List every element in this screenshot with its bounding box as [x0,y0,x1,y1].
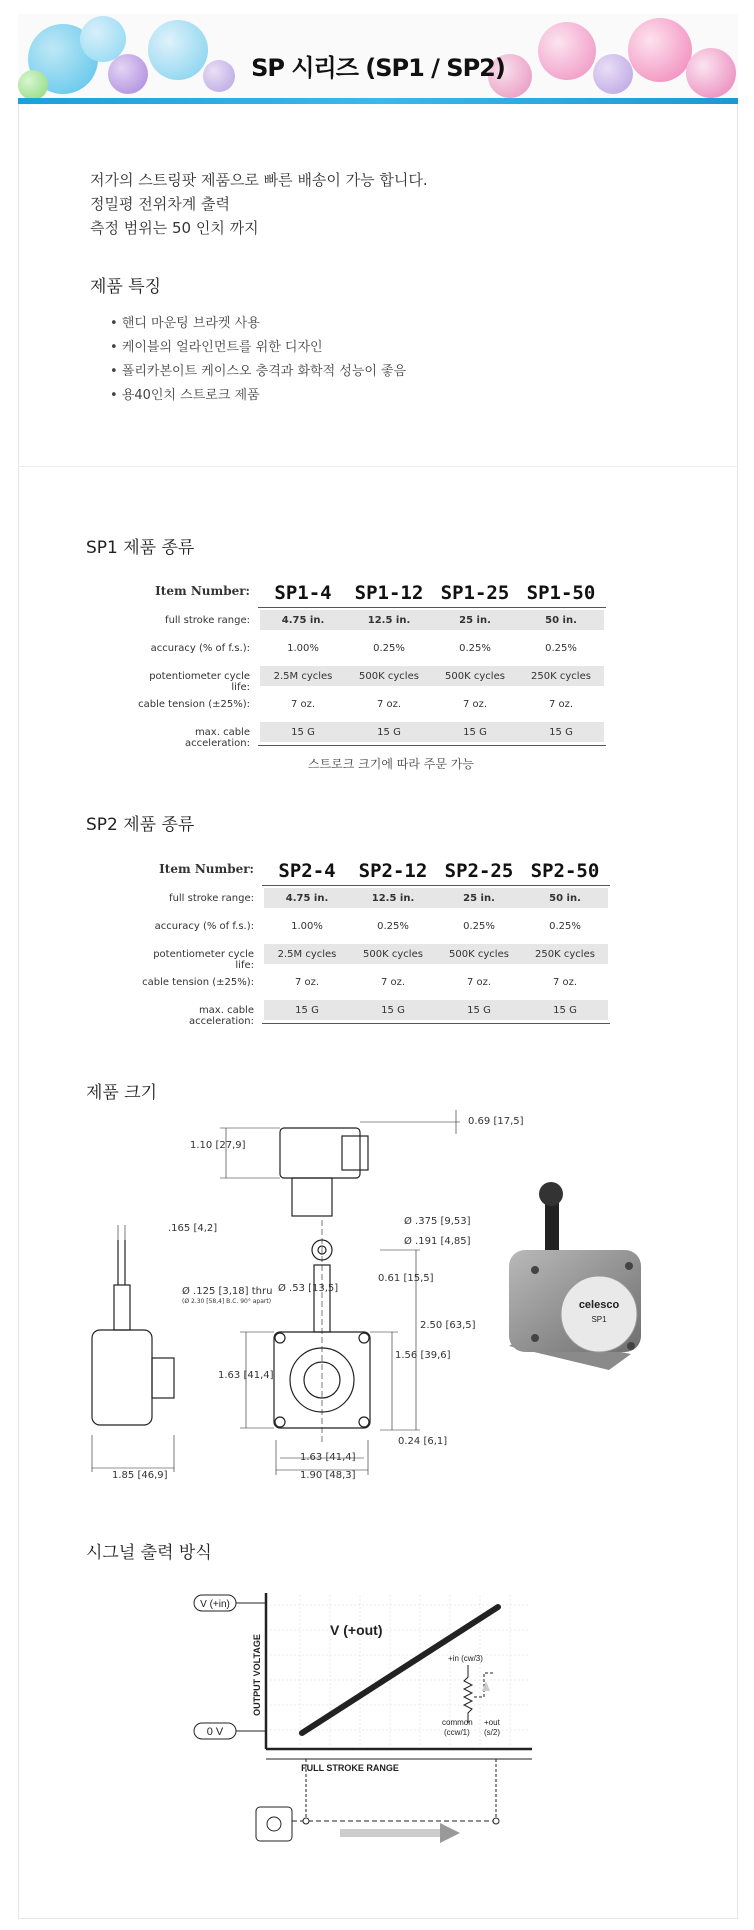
table-cell: 4.75 in. [281,615,325,626]
table-cell: 15 G [295,1005,319,1016]
item-number-label: Item Number: [155,584,250,598]
brand-text: celesco [578,1299,620,1311]
feature-item: • 용40인치 스트로크 제품 [110,384,406,408]
side-view-connector [152,1358,174,1398]
row-label: potentiometer cycle life: [149,671,250,693]
model-header: SP2-4 [278,860,336,882]
table-cell: 7 oz. [294,977,320,988]
dim-label: 0.24 [6,1] [398,1436,448,1447]
top-view-pulley [342,1136,368,1170]
model-header: SP1-12 [354,582,424,604]
intro-line: 저가의 스트링팟 제품으로 빠른 배송이 가능 합니다. [90,171,428,189]
section-divider [18,466,738,467]
product-photo [495,1170,655,1390]
feature-item: • 폴리카본이트 케이스오 충격과 화학적 성능이 좋음 [110,360,406,384]
curve-label: V (+out) [330,1622,383,1638]
table-cell: 12.5 in. [367,615,411,626]
sp1-note: 스트로크 크기에 따라 주문 가능 [308,757,474,771]
model-text: SP1 [591,1315,607,1324]
table-cell: 15 G [291,727,315,738]
dim-label: Ø .375 [9,53] [404,1216,471,1227]
model-header: SP1-4 [274,582,332,604]
table-cell: 0.25% [373,643,405,654]
row-label: max. cable acceleration: [189,1005,254,1027]
features-list [110,312,406,408]
table-cell: 7 oz. [462,699,488,710]
footer-rule [262,1023,610,1024]
table-cell: 25 in. [463,893,495,904]
dim-label: Ø .53 [13,5] [278,1283,339,1294]
side-view-post [114,1285,130,1330]
table-cell: 4.75 in. [285,893,329,904]
dimensions-title: 제품 크기 [86,1083,158,1103]
device-label [561,1276,637,1352]
table-cell: 250K cycles [535,949,595,960]
table-cell: 0.25% [549,921,581,932]
intro-text [90,168,428,240]
table-cell: 0.25% [463,921,495,932]
table-cell: 50 in. [549,893,581,904]
table-cell: 7 oz. [376,699,402,710]
table-cell: 7 oz. [466,977,492,988]
dim-label: 1.85 [46,9] [112,1470,168,1481]
dim-label: 0.61 [15,5] [378,1273,434,1284]
table-cell: 500K cycles [445,671,505,682]
cable-knob [539,1182,563,1206]
table-cell: 15 G [377,727,401,738]
row-label: cable tension (±25%): [138,699,250,710]
banner-bar [18,98,738,104]
top-view-connector [292,1178,332,1216]
sp2-title: SP2 제품 종류 [86,815,195,835]
dim-label: 1.56 [39,6] [395,1350,451,1361]
dim-label: 1.63 [41,4] [218,1370,274,1381]
row-label: potentiometer cycle life: [153,949,254,971]
table-cell: 15 G [467,1005,491,1016]
common-sub: (ccw/1) [444,1728,470,1737]
table-cell: 50 in. [545,615,577,626]
header-banner [18,14,738,104]
table-cell: 0.25% [377,921,409,932]
model-header: SP2-25 [444,860,514,882]
model-header: SP2-50 [530,860,600,882]
table-cell: 7 oz. [290,699,316,710]
dim-label: 0.69 [17,5] [468,1116,524,1127]
page-title: SP 시리즈 (SP1 / SP2) [251,54,505,82]
row-label: max. cable acceleration: [185,727,250,749]
model-header: SP1-25 [440,582,510,604]
row-label: accuracy (% of f.s.): [150,643,250,654]
resistor-icon [464,1665,472,1723]
table-cell: 15 G [549,727,573,738]
out-label: +out [484,1718,500,1727]
out-sub: (s/2) [484,1728,500,1737]
table-cell: 500K cycles [359,671,419,682]
header-rule [258,607,606,608]
item-number-label: Item Number: [159,862,254,876]
vin-label: V (+in) [200,1599,230,1610]
row-label: full stroke range: [165,615,250,626]
feature-item: • 케이블의 얼라인먼트를 위한 디자인 [110,336,406,360]
signal-title: 시그널 출력 방식 [86,1543,212,1563]
dim-label: 1.63 [41,4] [300,1452,356,1463]
table-cell: 15 G [553,1005,577,1016]
table-cell: 2.5M cycles [273,671,333,682]
y-axis-label: OUTPUT VOLTAGE [252,1634,262,1716]
direction-arrow [340,1829,440,1837]
sp1-spec-table [130,580,610,750]
intro-line: 정밀평 전위차계 출력 [90,195,230,213]
dim-label: .165 [4,2] [168,1223,218,1234]
in-label: +in (cw/3) [448,1654,483,1663]
dim-label: Ø .125 [3,18] thru [182,1286,273,1297]
table-cell: 250K cycles [531,671,591,682]
sp1-title: SP1 제품 종류 [86,538,195,558]
feature-item: • 핸디 마운팅 브라켓 사용 [110,312,406,336]
table-cell: 12.5 in. [371,893,415,904]
sp2-spec-table [134,858,614,1028]
features-title: 제품 특징 [90,277,162,297]
table-cell: 7 oz. [552,977,578,988]
table-cell: 7 oz. [548,699,574,710]
table-cell: 15 G [381,1005,405,1016]
table-cell: 0.25% [545,643,577,654]
model-header: SP2-12 [358,860,428,882]
table-cell: 15 G [463,727,487,738]
table-cell: 7 oz. [380,977,406,988]
row-label: cable tension (±25%): [142,977,254,988]
row-label: full stroke range: [169,893,254,904]
header-rule [262,885,610,886]
table-cell: 1.00% [287,643,319,654]
table-cell: 2.5M cycles [277,949,337,960]
dim-label: 1.10 [27,9] [190,1140,246,1151]
x-axis-label: FULL STROKE RANGE [301,1763,399,1773]
table-cell: 1.00% [291,921,323,932]
dim-label: 1.90 [48,3] [300,1470,356,1481]
zero-v-label: 0 V [206,1726,224,1738]
table-cell: 0.25% [459,643,491,654]
sensor-box [256,1807,292,1841]
table-cell: 25 in. [459,615,491,626]
row-label: accuracy (% of f.s.): [154,921,254,932]
intro-line: 측정 범위는 50 인치 까지 [90,219,259,237]
signal-diagram [190,1585,550,1850]
dim-label: 2.50 [63,5] [420,1320,476,1331]
dim-label: (Ø 2.30 [58,4] B.C. 90° apart) [182,1298,272,1305]
dim-label: Ø .191 [4,85] [404,1236,471,1247]
table-cell: 500K cycles [449,949,509,960]
side-view-body [92,1330,152,1425]
footer-rule [258,745,606,746]
model-header: SP1-50 [526,582,596,604]
common-label: common [442,1718,473,1727]
table-cell: 500K cycles [363,949,423,960]
